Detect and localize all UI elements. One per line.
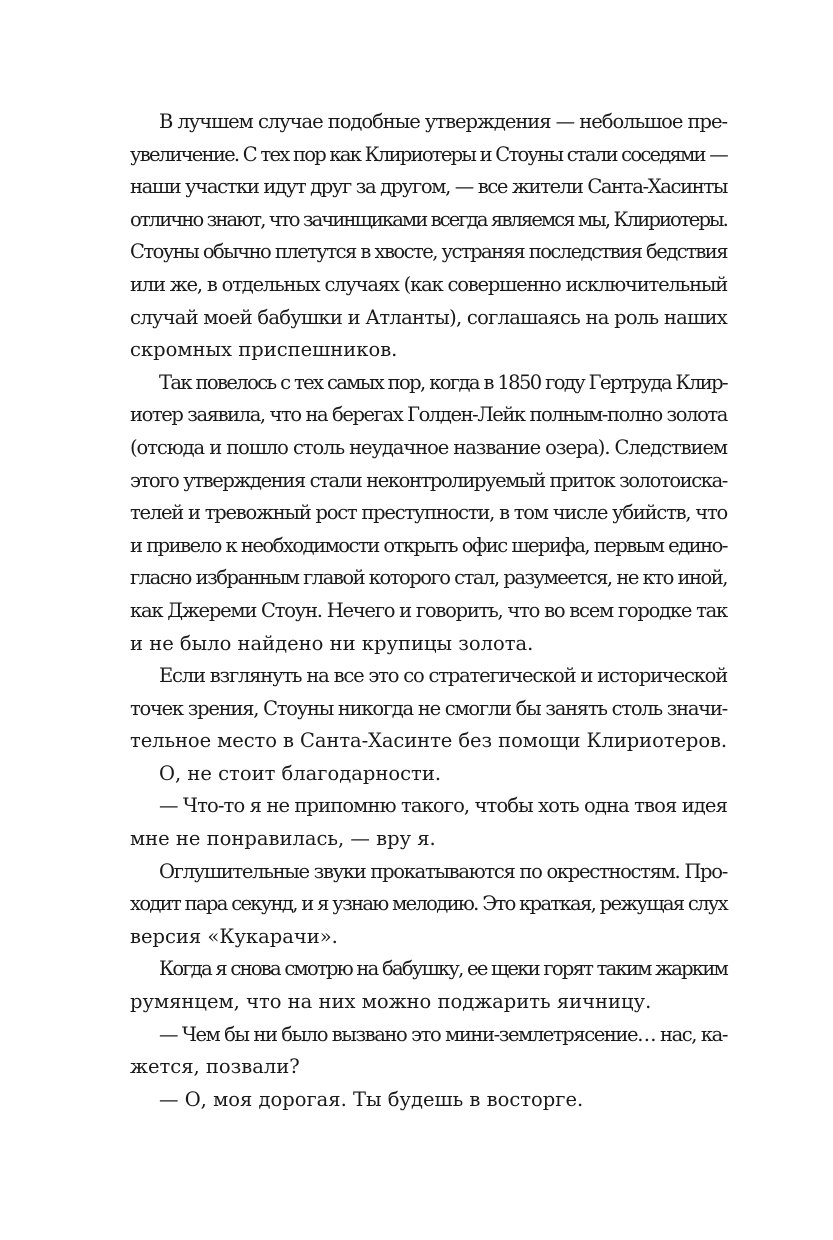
text-line: и не было найдено ни крупицы золота. [130,631,534,655]
text-line: или же, в отдельных случаях (как совершенно исключительный [130,272,727,296]
text-line: точек зрения, Стоуны никогда не смогли бы занять столь значи- [130,696,727,720]
text-line: скромных приспешников. [130,338,398,362]
text-line: отлично знают, что зачинщиками всегда являемся мы, Клириотеры. [130,207,727,231]
text-line: В лучшем случае подобные утверждения — небольшое пре- [159,110,727,133]
text-line: ходит пара секунд, и я узнаю мелодию. Это краткая, режущая слух [130,892,727,916]
paragraph [130,953,727,1018]
text-line: тельное место в Санта-Хасинте без помощи Клириотеров. [130,729,727,753]
text-line: Стоуны обычно плетутся в хвосте, устраняя последствия бедствия [130,240,727,264]
text-line: Если взглянуть на все это со стратегической и исторической [159,664,727,688]
text-line: мне не понравилась, — вру я. [130,827,436,851]
text-line: случай моей бабушки и Атланты), соглашаясь на роль наших [130,305,727,329]
text-line: иотер заявила, что на берегах Голден-Лейк полным-полно золота [130,403,727,427]
page-text [130,106,727,1116]
text-line: гласно избранным главой которого стал, разумеется, не кто иной, [130,566,727,590]
paragraph [130,790,727,855]
paragraph [130,367,727,660]
text-line: Оглушительные звуки прокатываются по окрестностям. Про- [159,859,727,883]
text-line: жется, позвали? [130,1055,300,1079]
paragraph [130,1019,727,1084]
text-line: этого утверждения стали неконтролируемый приток золотоиска- [130,468,727,492]
paragraph [130,660,727,758]
text-line: (отсюда и пошло столь неудачное название озера). Следствием [130,435,727,459]
text-line: телей и тревожный рост преступности, в том числе убийств, что [130,501,727,525]
paragraph [130,856,727,954]
paragraph [130,1084,727,1117]
text-line: наши участки идут друг за другом, — все жители Санта-Хасинты [130,175,727,199]
text-line: Когда я снова смотрю на бабушку, ее щеки горят таким жарким [159,957,727,981]
text-line: — Чем бы ни было вызвано это мини-землетрясение… нас, ка- [159,1022,727,1046]
text-line: Так повелось с тех самых пор, когда в 1850 году Гертруда Клир- [159,370,727,394]
text-line: О, не стоит благодарности. [159,761,442,785]
paragraph [130,758,727,791]
text-line: и привело к необходимости открыть офис шерифа, первым едино- [130,533,727,557]
text-line: румянцем, что на них можно поджарить яичницу. [130,990,652,1014]
text-line: — Что-то я не припомню такого, чтобы хоть одна твоя идея [159,794,727,818]
text-line: версия «Кукарачи». [130,924,338,948]
paragraph [130,106,727,367]
text-line: увеличение. С тех пор как Клириотеры и Стоуны стали соседями — [130,142,727,166]
text-line: — О, моя дорогая. Ты будешь в восторге. [159,1087,584,1111]
text-line: как Джереми Стоун. Нечего и говорить, что во всем городке так [130,598,727,622]
